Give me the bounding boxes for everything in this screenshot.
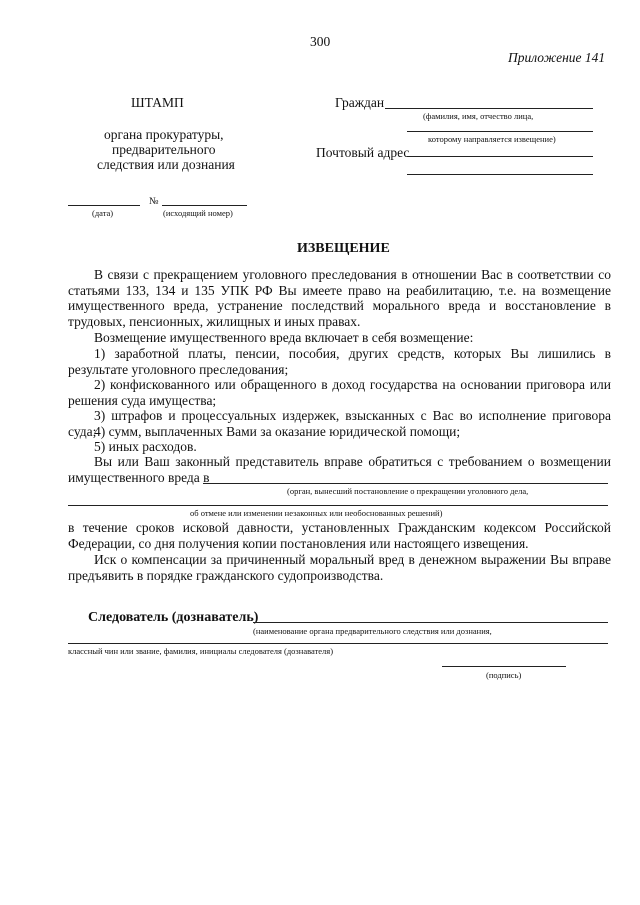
paragraph-rehabilitation: В связи с прекращением уголовного преследования в отношении Вас в соответствии со статьями 133, 134 и 135 УПК РФ Вы имеете право на реабилитацию, т.е. на возмещение имущественного вреда, устранение последствий морального вреда и восстановление в трудовых, пенсионных, жилищных и иных правах. xyxy=(68,267,611,329)
stamp-line-3: следствия или дознания xyxy=(97,157,235,172)
investigator-rank-hint: классный чин или звание, фамилия, инициалы следователя (дознавателя) xyxy=(68,646,334,656)
investigator-label: Следователь (дознаватель) xyxy=(88,610,259,625)
claim-organ-line-2 xyxy=(68,505,608,506)
stamp-line-2: предварительного xyxy=(112,142,216,157)
appendix-label: Приложение 141 xyxy=(508,50,606,65)
investigator-rank-line xyxy=(68,643,608,644)
list-item-legal-aid: 4) сумм, выплаченных Вами за оказание юридической помощи; xyxy=(94,424,461,439)
paragraph-claim-line-2: имущественного вреда в xyxy=(68,470,210,485)
citizen-hint-2: которому направляется извещение) xyxy=(428,134,556,144)
stamp-title: ШТАМП xyxy=(131,95,184,110)
date-hint: (дата) xyxy=(92,208,114,218)
citizen-line-2 xyxy=(407,131,593,132)
investigator-organ-hint: (наименование органа предварительного следствия или дознания, xyxy=(253,626,492,636)
date-line xyxy=(68,205,140,206)
list-item-other-expenses: 5) иных расходов. xyxy=(94,439,197,454)
postal-address-line-1 xyxy=(407,156,593,157)
list-item-salary: 1) заработной платы, пенсии, пособия, других средств, которых Вы лишились в результате уголовного преследования; xyxy=(68,346,611,377)
outgoing-number-hint: (исходящий номер) xyxy=(163,208,233,218)
outgoing-number-line xyxy=(162,205,247,206)
citizen-line xyxy=(385,108,593,109)
paragraph-claim-line-1: Вы или Ваш законный представитель вправе обратиться с требованием о возмещении xyxy=(94,454,611,469)
stamp-line-1: органа прокуратуры, xyxy=(104,127,224,142)
paragraph-limitation-period: в течение сроков исковой давности, установленных Гражданским кодексом Российской Федерации, со дня получения копии постановления или настоящего извещения. xyxy=(68,520,611,551)
paragraph-compensation-includes: Возмещение имущественного вреда включает в себя возмещение: xyxy=(94,330,474,345)
citizen-hint: (фамилия, имя, отчество лица, xyxy=(423,111,534,121)
investigator-line xyxy=(253,622,608,623)
list-item-fines: 3) штрафов и процессуальных издержек, взысканных с Вас во исполнение приговора суда; xyxy=(68,408,611,439)
signature-line xyxy=(442,666,566,667)
citizen-label: Граждан xyxy=(335,95,385,110)
postal-address-line-2 xyxy=(407,174,593,175)
postal-address-label: Почтовый адрес xyxy=(316,145,410,160)
claim-annul-hint: об отмене или изменении незаконных или необоснованных решений) xyxy=(190,508,443,518)
signature-hint: (подпись) xyxy=(486,670,522,680)
number-sign: № xyxy=(149,196,159,207)
list-item-confiscated-property: 2) конфискованного или обращенного в доход государства на основании приговора или решения суда имущества; xyxy=(68,377,611,408)
page-number: 300 xyxy=(310,34,331,49)
document-title: ИЗВЕЩЕНИЕ xyxy=(297,241,390,256)
paragraph-moral-damage: Иск о компенсации за причиненный моральный вред в денежном выражении Вы вправе предъявить в порядке гражданского судопроизводства. xyxy=(68,552,611,583)
claim-organ-hint: (орган, вынесший постановление о прекращении уголовного дела, xyxy=(287,486,529,496)
claim-organ-line xyxy=(203,483,608,484)
